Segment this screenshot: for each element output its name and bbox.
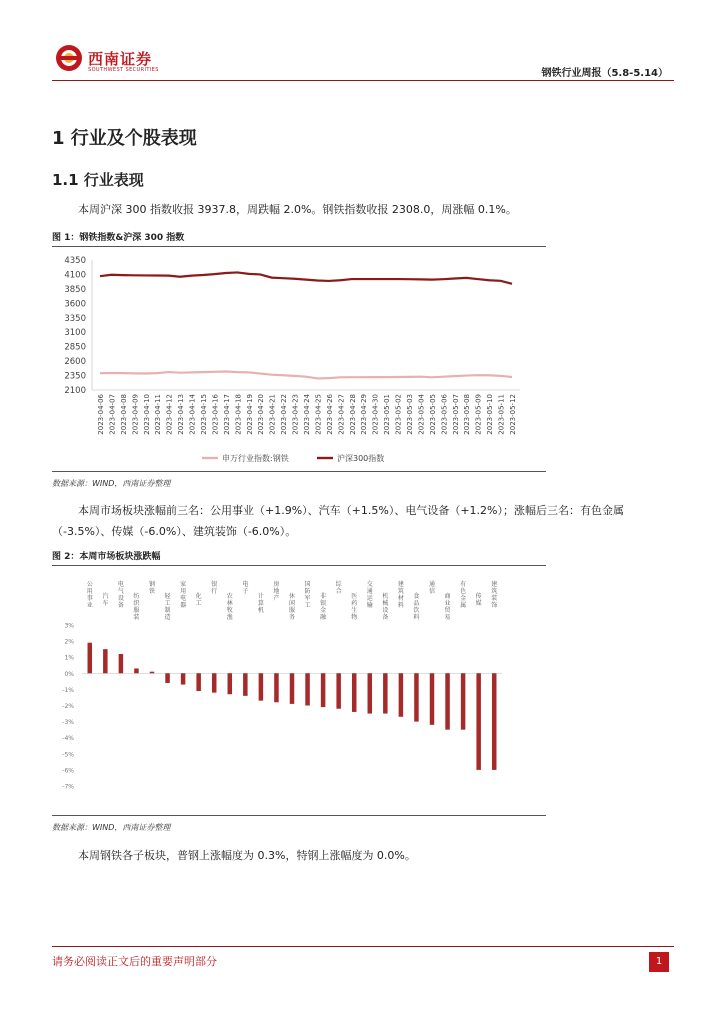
bar (430, 673, 435, 725)
category-label: 通信 (428, 581, 436, 595)
series-line (100, 272, 512, 283)
bar (336, 673, 341, 708)
category-label: 机械设备 (382, 593, 389, 621)
footer-disclaimer: 请务必阅读正文后的重要声明部分 (52, 955, 217, 968)
bar (196, 673, 201, 691)
x-tick-label: 2023-04-21 (268, 394, 277, 435)
bar (259, 673, 264, 700)
bar (274, 673, 279, 702)
x-tick-label: 2023-05-07 (451, 394, 460, 435)
figure-2-bottom-rule (52, 815, 546, 816)
y-tick-label: -2% (62, 703, 74, 710)
y-tick-label: -6% (62, 767, 74, 775)
x-tick-label: 2023-04-18 (234, 394, 243, 435)
category-label: 国防军工 (304, 581, 311, 609)
x-tick-label: 2023-05-10 (486, 394, 495, 435)
category-label: 建筑材料 (397, 581, 404, 609)
bar (150, 672, 155, 674)
y-tick-label: -7% (62, 783, 74, 791)
brand-sub: SOUTHWEST SECURITIES (88, 67, 159, 73)
category-label: 银行 (211, 581, 218, 595)
y-tick-label: 4100 (64, 270, 86, 281)
x-tick-label: 2023-05-11 (497, 394, 506, 435)
x-tick-label: 2023-04-13 (177, 394, 186, 435)
category-label: 纺织服装 (133, 593, 140, 621)
x-tick-label: 2023-05-03 (406, 394, 414, 435)
category-label: 电气设备 (117, 581, 124, 609)
y-tick-label: 1% (64, 654, 74, 662)
paragraph-2: 本周市场板块涨幅前三名：公用事业（+1.9%）、汽车（+1.5%）、电气设备（+1.2%）；涨幅后三名：有色金属（-3.5%）、传媒（-6.0%）、建筑装饰（-6.0%）。 (52, 504, 624, 538)
y-tick-label: 3850 (64, 284, 86, 295)
y-tick-label: -1% (62, 686, 74, 694)
x-tick-label: 2023-04-12 (165, 394, 174, 435)
figure-2-top-rule (52, 565, 546, 566)
category-label: 有色金属 (460, 581, 467, 609)
bar (165, 673, 170, 683)
figure-1-caption: 图 1：钢铁指数&沪深 300 指数 (52, 233, 185, 243)
x-tick-label: 2023-04-15 (200, 394, 208, 435)
bar (445, 673, 450, 729)
x-tick-label: 2023-04-29 (360, 394, 369, 435)
y-tick-label: 3350 (64, 313, 86, 324)
bar (228, 673, 233, 694)
y-tick-label: 2600 (64, 357, 86, 368)
category-label: 钢铁 (148, 581, 156, 595)
figure-2-source: 数据来源：WIND，西南证券整理 (52, 823, 171, 832)
figure-1-top-rule (52, 246, 546, 247)
category-label: 休闲服务 (288, 593, 296, 621)
series-line (100, 372, 512, 379)
y-tick-label: 4350 (64, 256, 86, 266)
bar (476, 673, 481, 770)
category-label: 家用电器 (180, 581, 187, 609)
bar (461, 673, 466, 729)
legend-label: 沪深300指数 (337, 454, 385, 463)
x-tick-label: 2023-04-19 (245, 394, 254, 435)
x-tick-label: 2023-05-05 (428, 394, 437, 435)
header-rule (52, 80, 674, 81)
y-tick-label: 2% (64, 638, 74, 646)
x-tick-label: 2023-04-07 (108, 394, 117, 435)
x-tick-label: 2023-04-09 (131, 394, 140, 435)
category-label: 商业贸易 (444, 593, 451, 621)
x-tick-label: 2023-05-09 (474, 394, 483, 435)
footer-rule (52, 946, 674, 947)
bar (352, 673, 357, 712)
bar (368, 673, 373, 713)
bar (414, 673, 419, 721)
x-tick-label: 2023-04-30 (371, 394, 380, 435)
section-heading: 1 行业及个股表现 (52, 128, 197, 149)
category-label: 建筑装饰 (491, 581, 498, 609)
brand-logo-icon (55, 44, 83, 72)
x-tick-label: 2023-05-12 (509, 394, 517, 435)
bar (103, 649, 108, 673)
series-1 (100, 272, 512, 283)
category-label: 非银金融 (320, 593, 327, 621)
category-label: 传媒 (475, 593, 482, 607)
y-tick-label: 3600 (64, 299, 86, 310)
x-tick-label: 2023-04-14 (188, 394, 197, 435)
bar (181, 673, 186, 684)
y-tick-label: 0% (64, 670, 74, 678)
figure-1-bottom-rule (52, 471, 546, 472)
category-label: 房地产 (273, 581, 280, 602)
x-tick-label: 2023-05-02 (394, 394, 403, 435)
bar (290, 673, 295, 704)
x-tick-label: 2023-04-22 (280, 394, 289, 435)
bar (243, 673, 248, 696)
report-title: 钢铁行业周报（5.8-5.14） (541, 68, 668, 79)
bar (119, 654, 124, 673)
x-tick-label: 2023-04-17 (222, 394, 231, 435)
subsection-heading: 1.1 行业表现 (52, 171, 144, 189)
category-label: 化工 (195, 593, 202, 607)
bar (134, 668, 139, 673)
y-tick-label: 3% (64, 622, 74, 630)
bar (212, 673, 217, 692)
x-tick-label: 2023-04-16 (211, 394, 220, 435)
y-tick-label: 3100 (64, 328, 86, 339)
paragraph-1: 本周沪深 300 指数收报 3937.8，周跌幅 2.0%。钢铁指数收报 2308.0，周涨幅 0.1%。 (78, 203, 517, 216)
x-tick-label: 2023-04-06 (97, 394, 105, 435)
category-label: 电子 (242, 581, 249, 595)
category-label: 综合 (335, 581, 342, 595)
bar (399, 673, 404, 716)
figure-1-chart (52, 250, 546, 468)
y-tick-label: -5% (62, 751, 74, 759)
x-tick-label: 2023-05-04 (417, 394, 426, 435)
series-0 (100, 372, 512, 379)
x-tick-label: 2023-04-25 (314, 394, 323, 435)
y-tick-label: 2350 (64, 371, 86, 382)
bar (88, 643, 93, 674)
bar (383, 673, 388, 713)
y-tick-label: -4% (62, 735, 74, 743)
x-tick-label: 2023-05-06 (440, 394, 449, 435)
page-number: 1 (649, 952, 669, 972)
figure-2-chart (52, 568, 546, 811)
x-tick-label: 2023-04-27 (337, 394, 346, 435)
x-tick-label: 2023-05-01 (383, 394, 392, 435)
paragraph-3: 本周钢铁各子板块，普钢上涨幅度为 0.3%，特钢上涨幅度为 0.0%。 (78, 849, 416, 862)
bar (305, 673, 310, 705)
x-tick-label: 2023-04-26 (325, 394, 334, 435)
y-tick-label: 2850 (64, 342, 86, 353)
category-label: 公用事业 (86, 581, 93, 609)
category-label: 轻工制造 (164, 593, 171, 621)
x-tick-label: 2023-04-20 (257, 394, 266, 435)
category-label: 食品饮料 (413, 593, 420, 621)
category-label: 医药生物 (351, 593, 358, 621)
x-tick-label: 2023-04-28 (348, 394, 357, 435)
figure-2-caption: 图 2：本周市场板块涨跌幅 (52, 552, 161, 562)
category-label: 农林牧渔 (226, 593, 233, 621)
bar (321, 673, 326, 707)
x-tick-label: 2023-04-11 (154, 394, 163, 435)
figure-1-source: 数据来源：WIND，西南证券整理 (52, 479, 171, 488)
x-tick-label: 2023-04-08 (119, 394, 128, 435)
category-label: 计算机 (257, 593, 264, 614)
x-tick-label: 2023-04-24 (303, 394, 311, 435)
bar (492, 673, 497, 770)
category-label: 交通运输 (366, 581, 373, 609)
y-tick-label: -3% (62, 719, 74, 727)
y-tick-label: 2100 (64, 386, 86, 396)
category-label: 汽车 (102, 593, 109, 607)
x-tick-label: 2023-04-10 (142, 394, 151, 435)
x-tick-label: 2023-05-08 (463, 394, 472, 435)
x-tick-label: 2023-04-23 (291, 394, 300, 435)
legend-label: 申万行业指数:钢铁 (222, 454, 289, 463)
brand-name: 西南证券 (88, 50, 153, 68)
